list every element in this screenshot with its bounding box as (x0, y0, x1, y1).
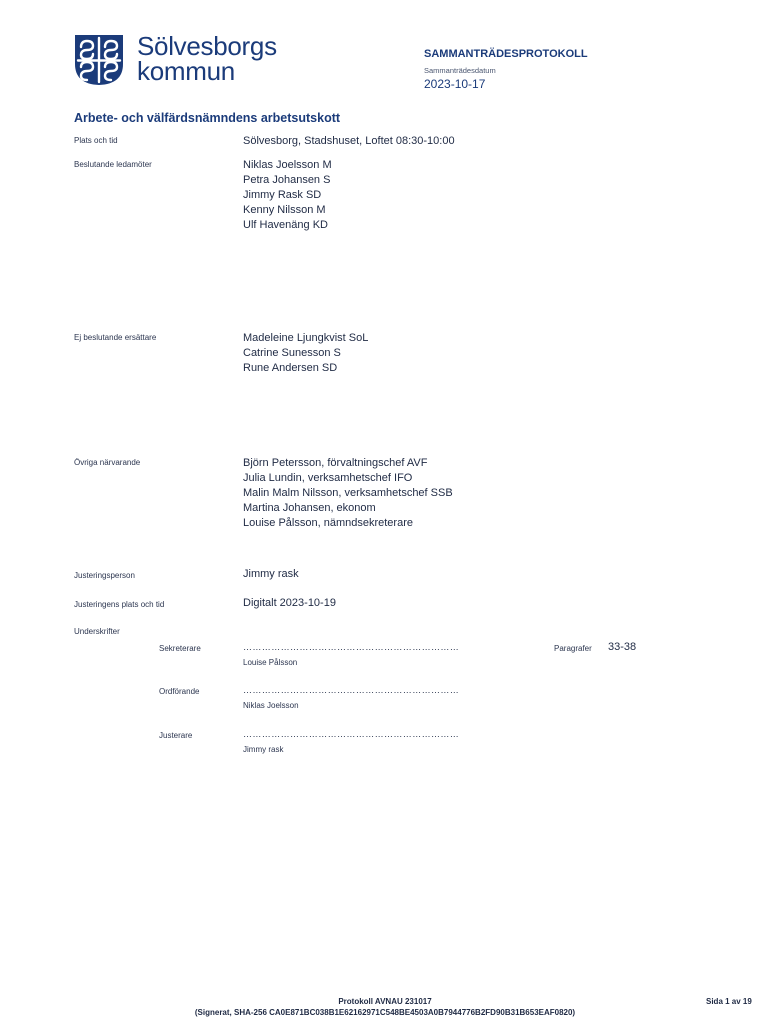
meeting-date-value: 2023-10-17 (424, 77, 486, 91)
municipality-logo (74, 34, 124, 86)
substitutes-list (243, 331, 368, 376)
signatures-label: Underskrifter (74, 627, 120, 636)
member-item: Ulf Havenäng KD (243, 219, 328, 231)
adjust-place-value: Digitalt 2023-10-19 (243, 597, 336, 609)
meeting-date-label: Sammanträdesdatum (424, 66, 496, 75)
secretary-role: Sekreterare (159, 644, 201, 653)
adjuster-role: Justerare (159, 731, 193, 740)
secretary-signature-line: …………………………………………………………… (243, 642, 460, 652)
members-label: Beslutande ledamöter (74, 160, 152, 169)
substitute-item: Rune Andersen SD (243, 362, 338, 374)
adjuster-signature-line: …………………………………………………………… (243, 729, 460, 739)
members-list (243, 158, 332, 233)
adjuster-name: Jimmy rask (243, 745, 284, 754)
adjuster-value: Jimmy rask (243, 568, 299, 580)
other-item: Julia Lundin, verksamhetschef IFO (243, 472, 413, 484)
organization-name (137, 31, 277, 86)
document-title: SAMMANTRÄDESPROTOKOLL (424, 48, 588, 60)
footer-signature-hash: (Signerat, SHA-256 CA0E871BC038B1E62162971C548BE4503A0B7944776B2FD90B31B653EAF0820) (194, 1008, 576, 1017)
footer-protocol: Protokoll AVNAU 231017 (338, 997, 432, 1006)
others-label: Övriga närvarande (74, 458, 141, 467)
substitutes-label: Ej beslutande ersättare (74, 333, 157, 342)
place-value: Sölvesborg, Stadshuset, Loftet 08:30-10:00 (243, 135, 455, 147)
chair-role: Ordförande (159, 687, 200, 696)
substitute-item: Madeleine Ljungkvist SoL (243, 332, 369, 344)
other-item: Martina Johansen, ekonom (243, 502, 376, 514)
chair-signature-line: …………………………………………………………… (243, 685, 460, 695)
paragraphs-label: Paragrafer (554, 644, 592, 653)
chair-name: Niklas Joelsson (243, 701, 299, 710)
footer-page-number: Sida 1 av 19 (706, 997, 752, 1006)
member-item: Niklas Joelsson M (243, 159, 332, 171)
paragraphs-value: 33-38 (608, 641, 637, 653)
substitute-item: Catrine Sunesson S (243, 347, 341, 359)
other-item: Björn Petersson, förvaltningschef AVF (243, 457, 428, 469)
others-list (243, 456, 453, 531)
org-name-line1: Sölvesborgs (137, 31, 277, 61)
org-name-line2: kommun (137, 56, 235, 86)
other-item: Louise Pålsson, nämndsekreterare (243, 517, 413, 529)
member-item: Jimmy Rask SD (243, 189, 322, 201)
adjuster-label: Justeringsperson (74, 571, 135, 580)
secretary-name: Louise Pålsson (243, 658, 298, 667)
place-label: Plats och tid (74, 136, 118, 145)
member-item: Kenny Nilsson M (243, 204, 326, 216)
member-item: Petra Johansen S (243, 174, 331, 186)
committee-heading: Arbete- och välfärdsnämndens arbetsutskott (74, 111, 341, 125)
other-item: Malin Malm Nilsson, verksamhetschef SSB (243, 487, 453, 499)
adjust-place-label: Justeringens plats och tid (74, 600, 165, 609)
